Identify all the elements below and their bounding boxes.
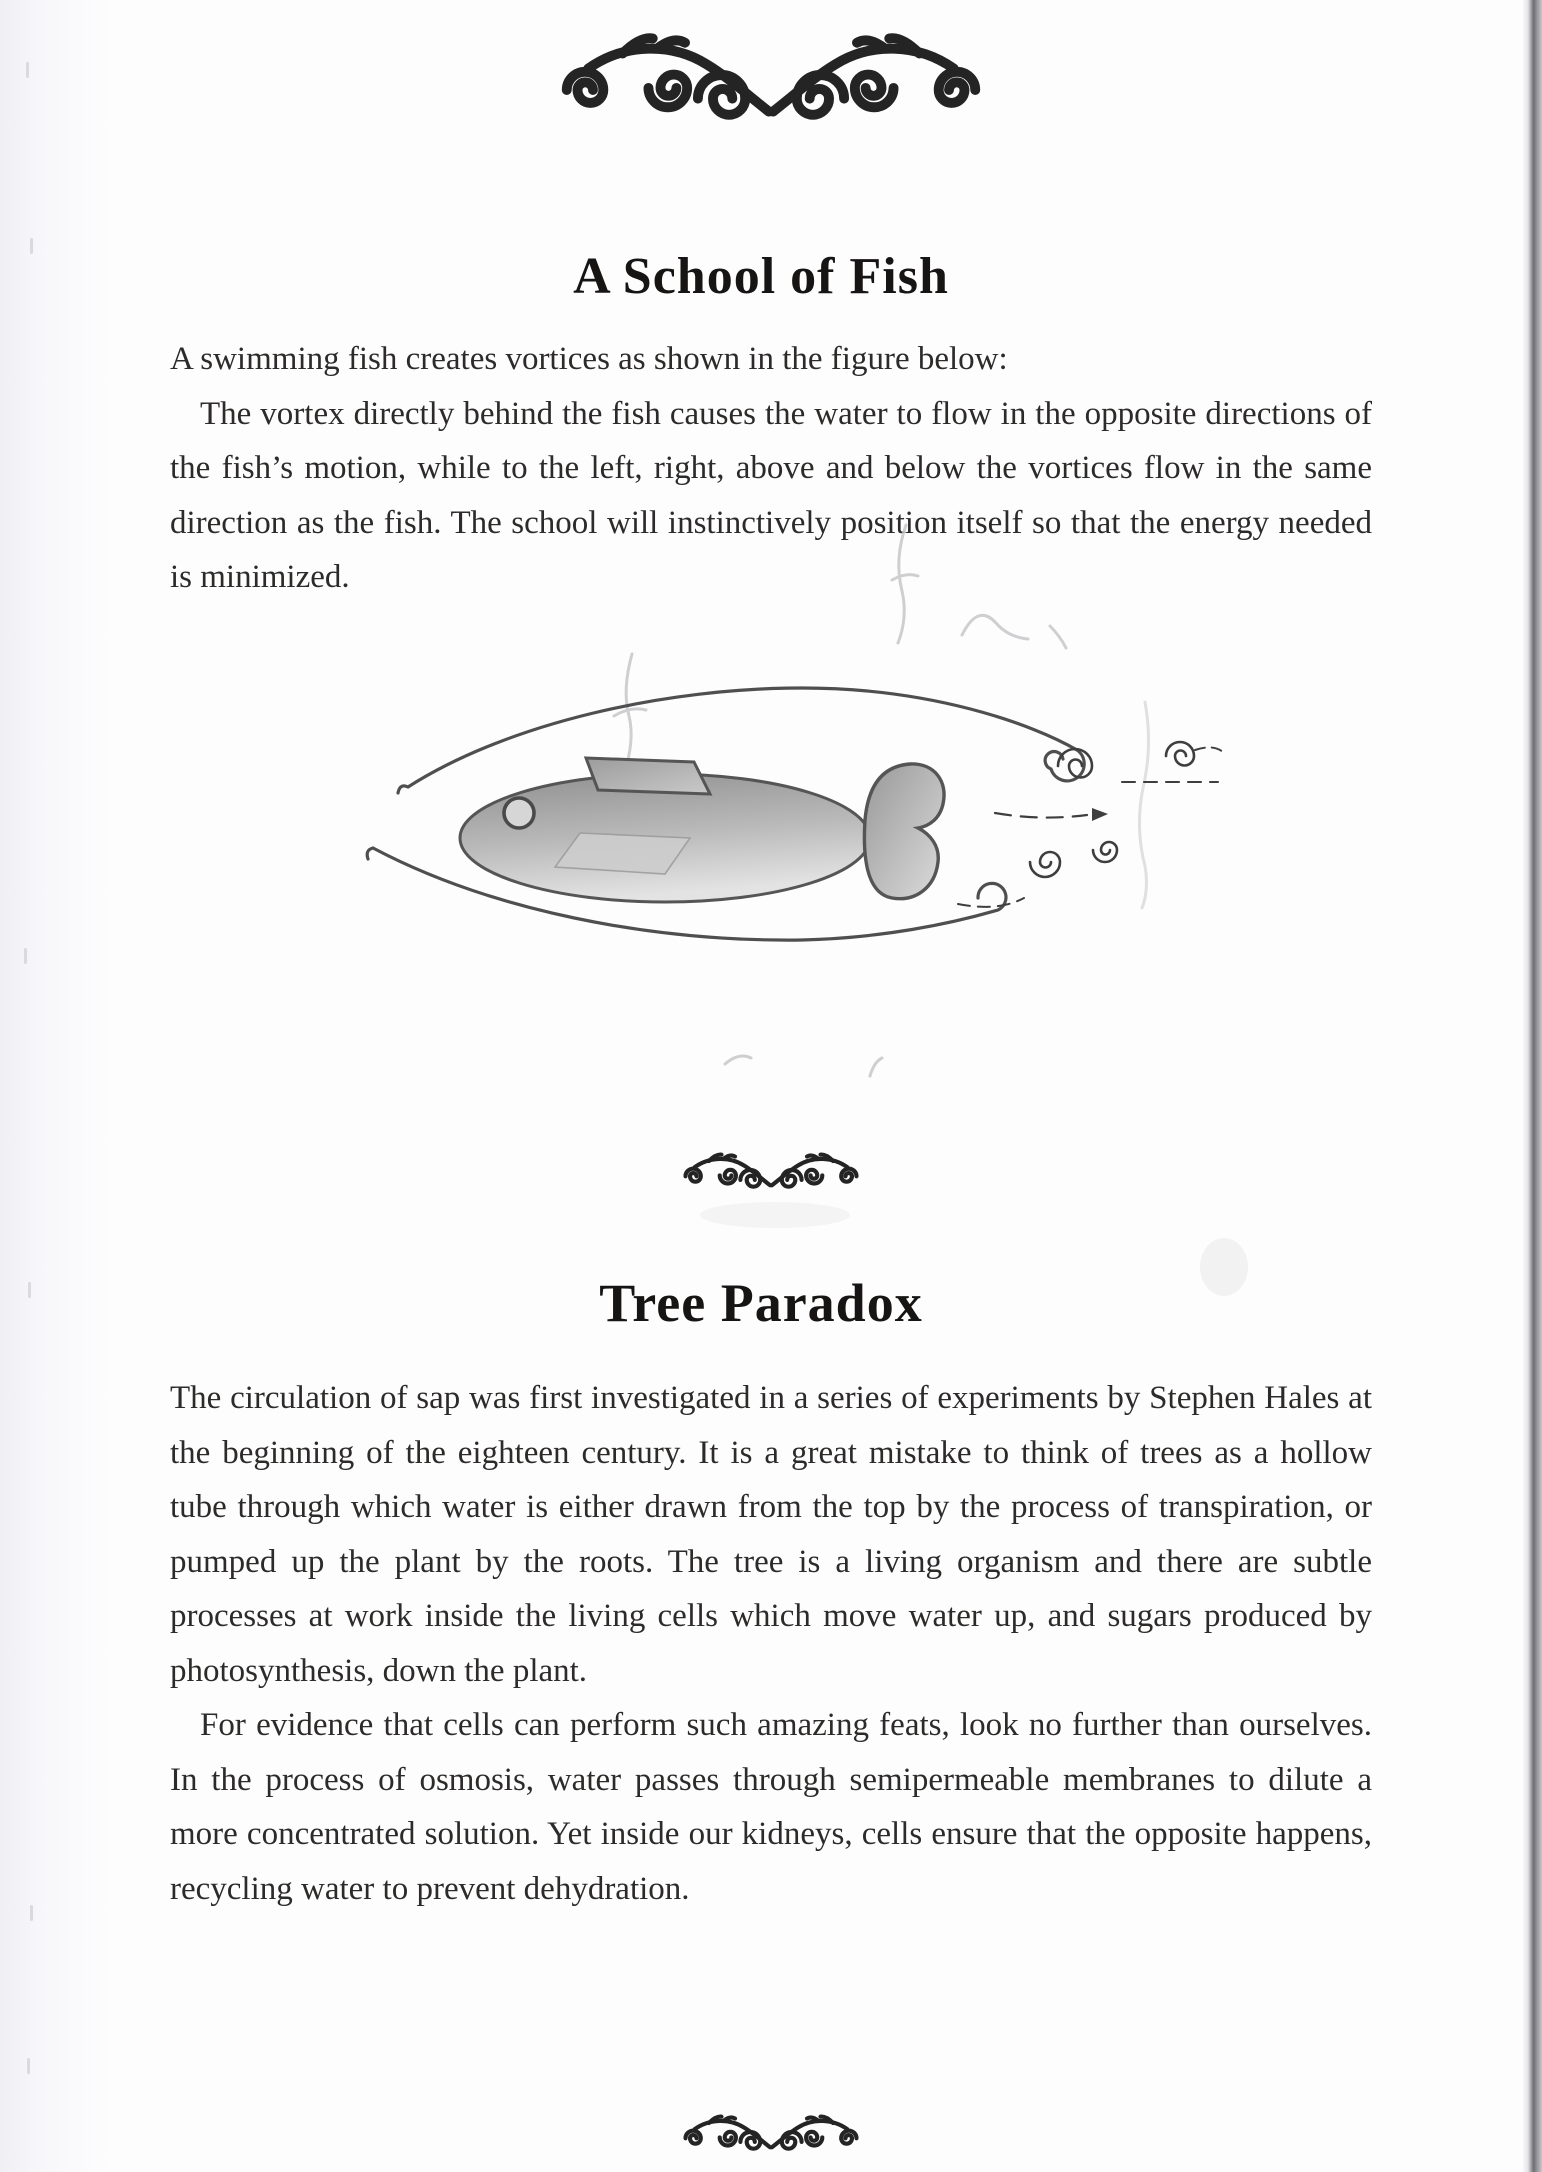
fish-text-block <box>170 332 1372 605</box>
flourish-ornament-top <box>556 32 986 144</box>
scan-smudge <box>700 1202 850 1228</box>
tree-text-block <box>170 1371 1372 1916</box>
page-left-edge-shading <box>0 0 110 2172</box>
flourish-ornament-bottom <box>681 2114 861 2161</box>
scan-speck <box>27 2058 30 2074</box>
section-title-tree: Tree Paradox <box>599 1273 923 1334</box>
scan-speck <box>30 1905 33 1921</box>
scan-speck <box>24 948 27 964</box>
flourish-ornament-middle <box>681 1152 861 1199</box>
tree-paragraph-1: The circulation of sap was first investigated in a series of experiments by Stephen Hales at the beginning of the eighteen century. It is a great mistake to think of trees as a hollow tube through which water is either drawn from the top by the process of transpiration, or pumped up the plant by the roots. The tree is a living organism and there are subtle processes at work inside the living cells which move water up, and sugars produced by photosynthesis, down the plant. <box>170 1380 1372 1689</box>
pencil-marks <box>614 525 1149 1076</box>
scan-speck <box>26 62 29 78</box>
pectoral-fin <box>555 833 690 874</box>
fish-paragraph-intro: A swimming fish creates vortices as shown in the figure below: <box>170 341 1008 377</box>
vortex-swirls <box>958 742 1223 907</box>
page-right-edge-line <box>1522 0 1542 2172</box>
section-title-fish: A School of Fish <box>573 247 949 305</box>
fish <box>460 758 944 902</box>
fish-body <box>460 774 870 902</box>
tree-paragraph-2: For evidence that cells can perform such amazing feats, look no further than ourselves. In the process of osmosis, water passes through semipermeable membranes to dilute a more concentrated solution. Yet inside our kidneys, cells ensure that the opposite happens, recycling water to prevent dehydration. <box>170 1707 1372 1907</box>
dorsal-fin <box>586 758 710 794</box>
fish-paragraph-body: The vortex directly behind the fish causes the water to flow in the opposite directions of the fish’s motion, while to the left, right, above and below the vortices flow in the same direction as the fish. The school will instinctively position itself so that the energy needed is minimized. <box>170 395 1372 595</box>
streamline-envelope <box>367 688 1084 940</box>
fish-eye <box>504 798 534 828</box>
tail-fin <box>864 764 944 899</box>
